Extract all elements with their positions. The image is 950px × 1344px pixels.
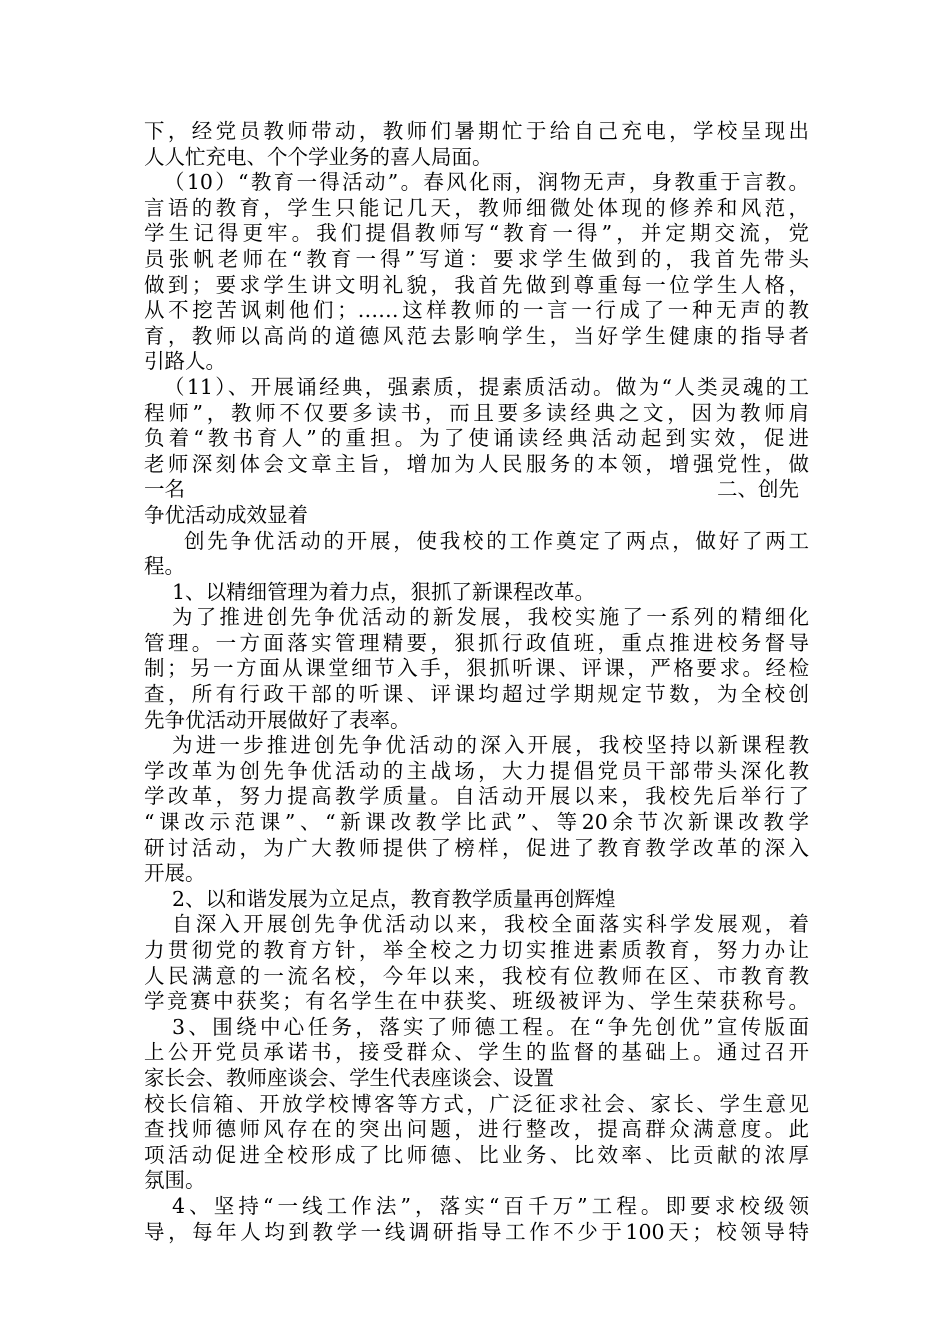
text-line: 3、围绕中心任务，落实了师德工程。在“争先创优”宣传版面 — [172, 1014, 809, 1039]
text-line: 程师”，教师不仅要多读书，而且要多读经典之文，因为教师肩 — [144, 400, 809, 425]
text-line: 从不挖苦讽刺他们；……这样教师的一言一行成了一种无声的教 — [144, 298, 809, 323]
text-line: 言语的教育，学生只能记几天，教师细微处体现的修养和风范， — [144, 195, 809, 220]
text-line: 氛围。 — [144, 1168, 206, 1193]
text-line: “课改示范课”、“新课改教学比武”、等20余节次新课改教学 — [144, 810, 809, 835]
document-page — [144, 119, 809, 1245]
text-line: 学生记得更牢。我们提倡教师写“教育一得”，并定期交流，党 — [144, 221, 809, 246]
text-line: 力贯彻党的教育方针，举全校之力切实推进素质教育，努力办让 — [144, 938, 809, 962]
section-heading-start: 二、创先 — [717, 477, 799, 502]
text-line: 负着“教书育人”的重担。为了使诵读经典活动起到实效，促进 — [144, 426, 809, 451]
text-line: 育，教师以高尚的道德风范去影响学生，当好学生健康的指导者 — [144, 323, 809, 348]
text-line: 上公开党员承诺书，接受群众、学生的监督的基础上。通过召开 — [144, 1040, 809, 1065]
text-line: 学改革，努力提高教学质量。自活动开展以来，我校先后举行了 — [144, 784, 809, 809]
text-line: 学改革为创先争优活动的主战场，大力提倡党员干部带头深化教 — [144, 758, 809, 783]
text-line: 员张帆老师在“教育一得”写道：要求学生做到的，我首先带头 — [144, 246, 809, 271]
text-line: 老师深刻体会文章主旨，增加为人民服务的本领，增强党性，做 — [144, 451, 809, 476]
text-line: 查找师德师风存在的突出问题，进行整改，提高群众满意度。此 — [144, 1117, 809, 1142]
text-line: 做到；要求学生讲文明礼貌，我首先做到尊重每一位学生人格， — [144, 272, 809, 297]
text-line: 项活动促进全校形成了比师德、比业务、比效率、比贡献的浓厚 — [144, 1142, 809, 1167]
text-line: 制；另一方面从课堂细节入手，狠抓听课、评课，严格要求。经检 — [144, 656, 809, 681]
text-line: 家长会、教师座谈会、学生代表座谈会、设置 — [144, 1065, 554, 1090]
text-line: 开展。 — [144, 861, 206, 886]
subheading: 1、以精细管理为着力点，狠抓了新课程改革。 — [172, 579, 596, 604]
text-line: 研讨活动，为广大教师提供了榜样，促进了教育教学改革的深入 — [144, 835, 809, 860]
text-line: 人人忙充电、个个学业务的喜人局面。 — [144, 144, 493, 169]
text-line: 引路人。 — [144, 349, 226, 374]
text-line: 查，所有行政干部的听课、评课均超过学期规定节数，为全校创 — [144, 682, 809, 707]
subheading: 2、以和谐发展为立足点，教育教学质量再创辉煌 — [172, 886, 616, 911]
text-line: 下，经党员教师带动，教师们暑期忙于给自己充电，学校呈现出 — [144, 119, 809, 143]
text-line: 校长信箱、开放学校博客等方式，广泛征求社会、家长、学生意见 — [144, 1091, 809, 1116]
text-line: 自深入开展创先争优活动以来，我校全面落实科学发展观，着 — [172, 912, 809, 937]
text-line: （11）、开展诵经典，强素质，提素质活动。做为“人类灵魂的工 — [164, 374, 809, 399]
text-line: 先争优活动开展做好了表率。 — [144, 707, 411, 732]
section-heading: 争优活动成效显着 — [144, 502, 308, 527]
text-line: 4、坚持“一线工作法”，落实“百千万”工程。即要求校级领 — [172, 1193, 809, 1218]
text-line: 导，每年人均到教学一线调研指导工作不少于100天；校领导特 — [144, 1219, 809, 1244]
text-line: 人民满意的一流名校，今年以来，我校有位教师在区、市教育教 — [144, 963, 809, 988]
text-line: 为了推进创先争优活动的新发展，我校实施了一系列的精细化 — [172, 605, 809, 630]
text-line: 管理。一方面落实管理精要，狠抓行政值班，重点推进校务督导 — [144, 630, 809, 655]
text-line: 为进一步推进创先争优活动的深入开展，我校坚持以新课程教 — [172, 733, 809, 758]
text-line: （10）“教育一得活动”。春风化雨，润物无声，身教重于言教。 — [164, 170, 809, 195]
text-line: 学竞赛中获奖；有名学生在中获奖、班级被评为、学生荣获称号。 — [144, 989, 809, 1014]
text-line: 程。 — [144, 554, 185, 579]
text-line: 创先争优活动的开展，使我校的工作奠定了两点，做好了两工 — [184, 528, 809, 553]
text-fragment: 一名 — [144, 477, 185, 502]
section-break-line — [144, 477, 809, 503]
